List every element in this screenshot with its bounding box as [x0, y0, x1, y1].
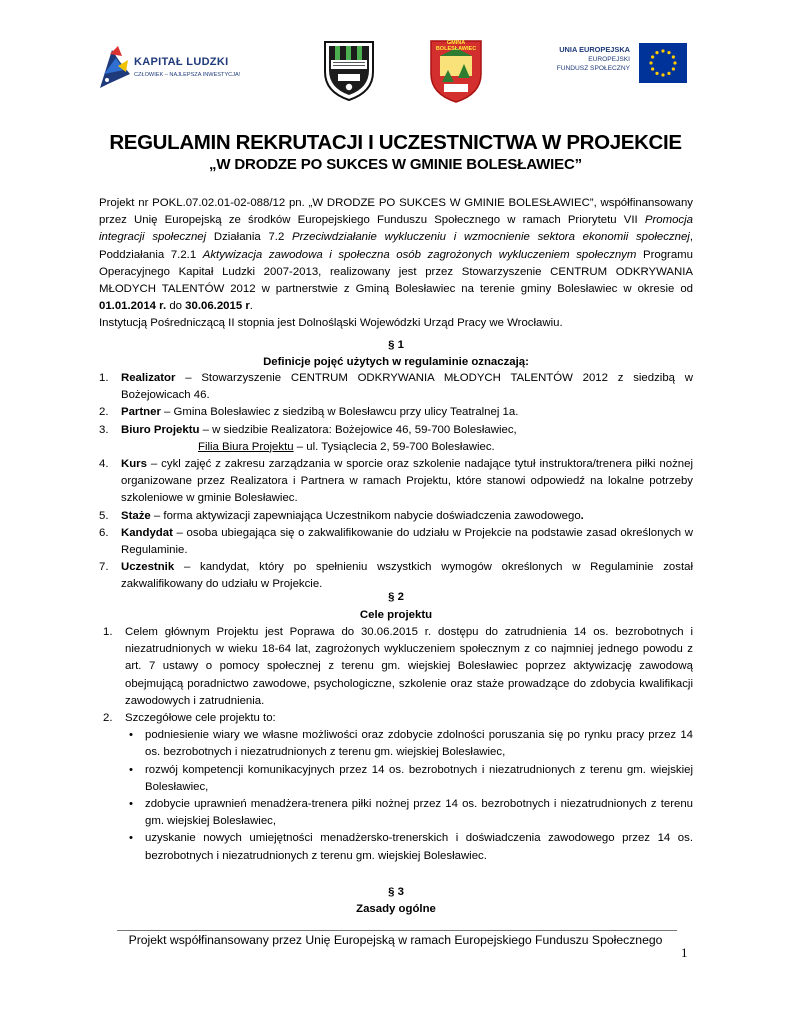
eu-star-icon [667, 72, 670, 75]
section3-sign: § 3 [388, 886, 404, 898]
specific-goals-label: Szczegółowe cele projektu to: [125, 712, 276, 725]
intro-italic-subaction: Aktywizacja zawodowa i społeczna osób zagrożonych wykluczeniem społecznym [202, 248, 637, 261]
definition-term: Uczestnik [121, 561, 175, 574]
eu-star-icon [655, 72, 658, 75]
list-item: 5. Staże – forma aktywizacji zapewniająca Uczestnikom nabycie doświadczenia zawodowego. [99, 509, 584, 522]
definition-term: Biuro Projektu [121, 423, 200, 436]
bullet-item: • zdobycie uprawnień menadżera-trenera piłki nożnej przez 14 os. bezrobotnych i niezatrudnionych z terenu gm. wiejskiej Bolesławiec, [129, 798, 693, 828]
definition-term: Kurs [121, 458, 147, 471]
document-subtitle: „W DRODZE PO SUKCES W GMINIE BOLESŁAWIEC” [208, 156, 583, 173]
bullet-item: • uzyskanie nowych umiejętności menadżersko-trenerskich i doświadczenia zawodowego przez 14 os. bezrobotnych i niezatrudnionych z terenu gm. wiejskiej Bolesławiec. [129, 832, 693, 862]
intro-institution: Instytucją Pośredniczącą II stopnia jest Dolnośląski Wojewódzki Urząd Pracy we Wrocławiu. [99, 317, 563, 330]
list-item: 2. Szczegółowe cele projektu to: • podniesienie wiary we własne możliwości oraz zdobycie zdolności poruszania się po rynku pracy przez 14 os. bezrobotnych i niezatrudnionych z terenu gm. wiejskiej Bolesławiec, • rozwój kompetencji komunikacyjnych przez 14 os. bezrobotnych i niezatrudnionych z terenu gm. wiejskiej Bolesławiec, • zdobycie uprawnień menadżera-trenera piłki nożnej przez 14 os. bezrobotnych i niezatrudnionych z terenu gm. wiejskiej Bolesławiec, • uzyskanie nowych umiejętności menadżersko-trenerskich i doświadczenia zawodowego przez 14 os. bezrobotnych i niezatrudnionych z terenu gm. wiejskiej Bolesławiec. [103, 710, 693, 865]
eu-logo [548, 43, 688, 93]
intro-text: Programu Operacyjnego Kapitał Ludzki 2007-2013, realizowany jest przez Stowarzyszenie CENTRUM ODKRYWANIA MŁODYCH TALENTÓW 2012 w partnerstwie z Gminą Bolesławiec na terenie gminy Bolesławiec w okresie od [99, 248, 693, 296]
eu-star-icon [661, 73, 664, 76]
club-crest-logo [322, 38, 376, 102]
list-item: 1. Realizator – Stowarzyszenie CENTRUM ODKRYWANIA MŁODYCH TALENTÓW 2012 z siedzibą w Bożejowicach 46. [99, 372, 693, 402]
specific-goals-bullets [125, 727, 693, 865]
definition-term: Staże [121, 509, 151, 522]
eu-star-icon [673, 61, 676, 64]
club-crest-icon [322, 38, 376, 102]
bullet-item: • rozwój kompetencji komunikacyjnych przez 14 os. bezrobotnych i niezatrudnionych z terenu gm. wiejskiej Bolesławiec, [129, 763, 693, 793]
footer-text: Projekt współfinansowany przez Unię Europejską w ramach Europejskiego Funduszu Społecznego [128, 933, 663, 947]
document-title: REGULAMIN REKRUTACJI I UCZESTNICTWA W PROJEKCIE [109, 131, 682, 154]
eu-text-line3: FUNDUSZ SPOŁECZNY [556, 65, 630, 72]
intro-text: , Poddziałania 7.2.1 [99, 231, 693, 261]
list-item: 4. Kurs – cykl zajęć z zakresu zarządzania w sporcie oraz szkolenie nadające tytuł instruktora/trenera piłki nożnej organizowane przez Realizatora i Partnera w ramach Projektu, które stanowi odpowiedź na lokalne potrzeby szkoleniowe w gminie Bolesławiec. [99, 458, 693, 505]
kapital-ludzki-logo [98, 44, 246, 90]
section2-sign: § 2 [388, 591, 404, 603]
branch-office-label: Filia Biura Projektu [198, 440, 294, 453]
section1-sign: § 1 [388, 339, 404, 351]
footer-divider [117, 930, 677, 931]
eu-star-icon [667, 51, 670, 54]
eu-star-icon [661, 49, 664, 52]
intro-text: do [166, 300, 186, 313]
intro-paragraph [99, 195, 693, 333]
eu-text-line1: UNIA EUROPEJSKA [559, 45, 630, 54]
definition-term: Kandydat [121, 526, 173, 539]
goals-list [103, 624, 693, 865]
bullet-icon: • [129, 832, 133, 845]
bullet-icon: • [129, 729, 133, 742]
section1-heading: Definicje pojęć użytych w regulaminie oznaczają: [263, 356, 529, 368]
section2-heading: Cele projektu [359, 609, 433, 621]
eu-star-icon [651, 67, 654, 70]
intro-italic-priority: Promocja integracji społecznej [99, 214, 693, 244]
list-item: 6. Kandydat – osoba ubiegająca się o zakwalifikowanie do udziału w Projekcie na podstawie zasad określonych w Regulaminie. [99, 526, 693, 557]
intro-text: . [249, 300, 253, 313]
intro-italic-action: Przeciwdziałanie wykluczeniu i wzmocnienie sektora ekonomii społecznej [292, 231, 690, 244]
list-item: 1. Celem głównym Projektu jest Poprawa do 30.06.2015 r. dostępu do zatrudnienia 14 os. bezrobotnych i niezatrudnionych w wieku 18-64 lat, zagrożonych wykluczeniem społecznym z co najmniej jednego powodu z art. 7 ustawy o pomocy społecznej z terenu gm. wiejskiej Bolesławiec poprzez aktywizację zawodową obejmującą poradnictwo zawodowe, psychologiczne, szkolenie oraz staże prowadzące do zdobycia kwalifikacji zawodowych i zatrudnienia. [103, 626, 693, 707]
eu-star-icon [672, 67, 675, 70]
eu-star-icon [672, 55, 675, 58]
eu-star-icon [649, 61, 652, 64]
section3-heading: Zasady ogólne [356, 903, 436, 915]
list-item: 2. Partner – Gmina Bolesławiec z siedzibą w Bolesławcu przy ulicy Teatralnej 1a. [99, 406, 519, 419]
kapital-ludzki-icon [98, 44, 132, 90]
bullet-icon: • [129, 798, 133, 811]
page-number: 1 [681, 945, 688, 960]
definition-term: Realizator [121, 372, 176, 384]
eu-star-icon [655, 51, 658, 54]
kapital-ludzki-title: KAPITAŁ LUDZKI [134, 56, 229, 68]
definitions-list [99, 370, 693, 594]
kapital-ludzki-tagline: CZŁOWIEK – NAJLEPSZA INWESTYCJA! [134, 72, 241, 78]
intro-text: Działania 7.2 [206, 231, 293, 244]
definition-term: Partner [121, 406, 161, 419]
gmina-label: GMINA BOLESŁAWIEC [435, 40, 477, 52]
intro-text: Projekt nr POKL.07.02.01-02-088/12 pn. „W DRODZE PO SUKCES W GMINIE BOLESŁAWIEC”, współfinansowany przez Unię Europejską ze środków Europejskiego Funduszu Społecznego w ramach Priorytetu VII [99, 197, 693, 227]
main-goal-text: Celem głównym Projektu jest Poprawa do 30.06.2015 r. dostępu do zatrudnienia 14 os. bezrobotnych i niezatrudnionych w wieku 18-64 lat, zagrożonych wykluczeniem społecznym z co najmniej jednego powodu z art. 7 ustawy o pomocy społecznej z terenu gm. wiejskiej Bolesławiec poprzez aktywizację zawodową obejmującą poradnictwo zawodowe, psychologiczne, szkolenie oraz staże prowadzące do zdobycia kwalifikacji zawodowych i zatrudnienia. [125, 626, 693, 707]
list-item: 3. Biuro Projektu – w siedzibie Realizatora: Bożejowice 46, 59-700 Bolesławiec, Filia Biura Projektu – ul. Tysiąclecia 2, 59-700 Bolesławiec. [99, 423, 517, 453]
eu-flag-icon [639, 43, 687, 83]
list-item: 7. Uczestnik – kandydat, który po spełnieniu wszystkich wymogów określonych w Regulaminie został zakwalifikowany do udziału w Projekcie. [99, 561, 693, 591]
eu-star-icon [651, 55, 654, 58]
eu-text-line2: EUROPEJSKI [588, 56, 630, 63]
header-logos [0, 38, 791, 108]
bullet-item: • podniesienie wiary we własne możliwości oraz zdobycie zdolności poruszania się po rynku pracy przez 14 os. bezrobotnych i niezatrudnionych z terenu gm. wiejskiej Bolesławiec, [129, 729, 693, 759]
gmina-boleslawiec-crest [428, 38, 484, 104]
intro-start-date: 01.01.2014 r. [99, 300, 167, 313]
bullet-icon: • [129, 763, 133, 776]
intro-end-date: 30.06.2015 r [185, 300, 250, 313]
